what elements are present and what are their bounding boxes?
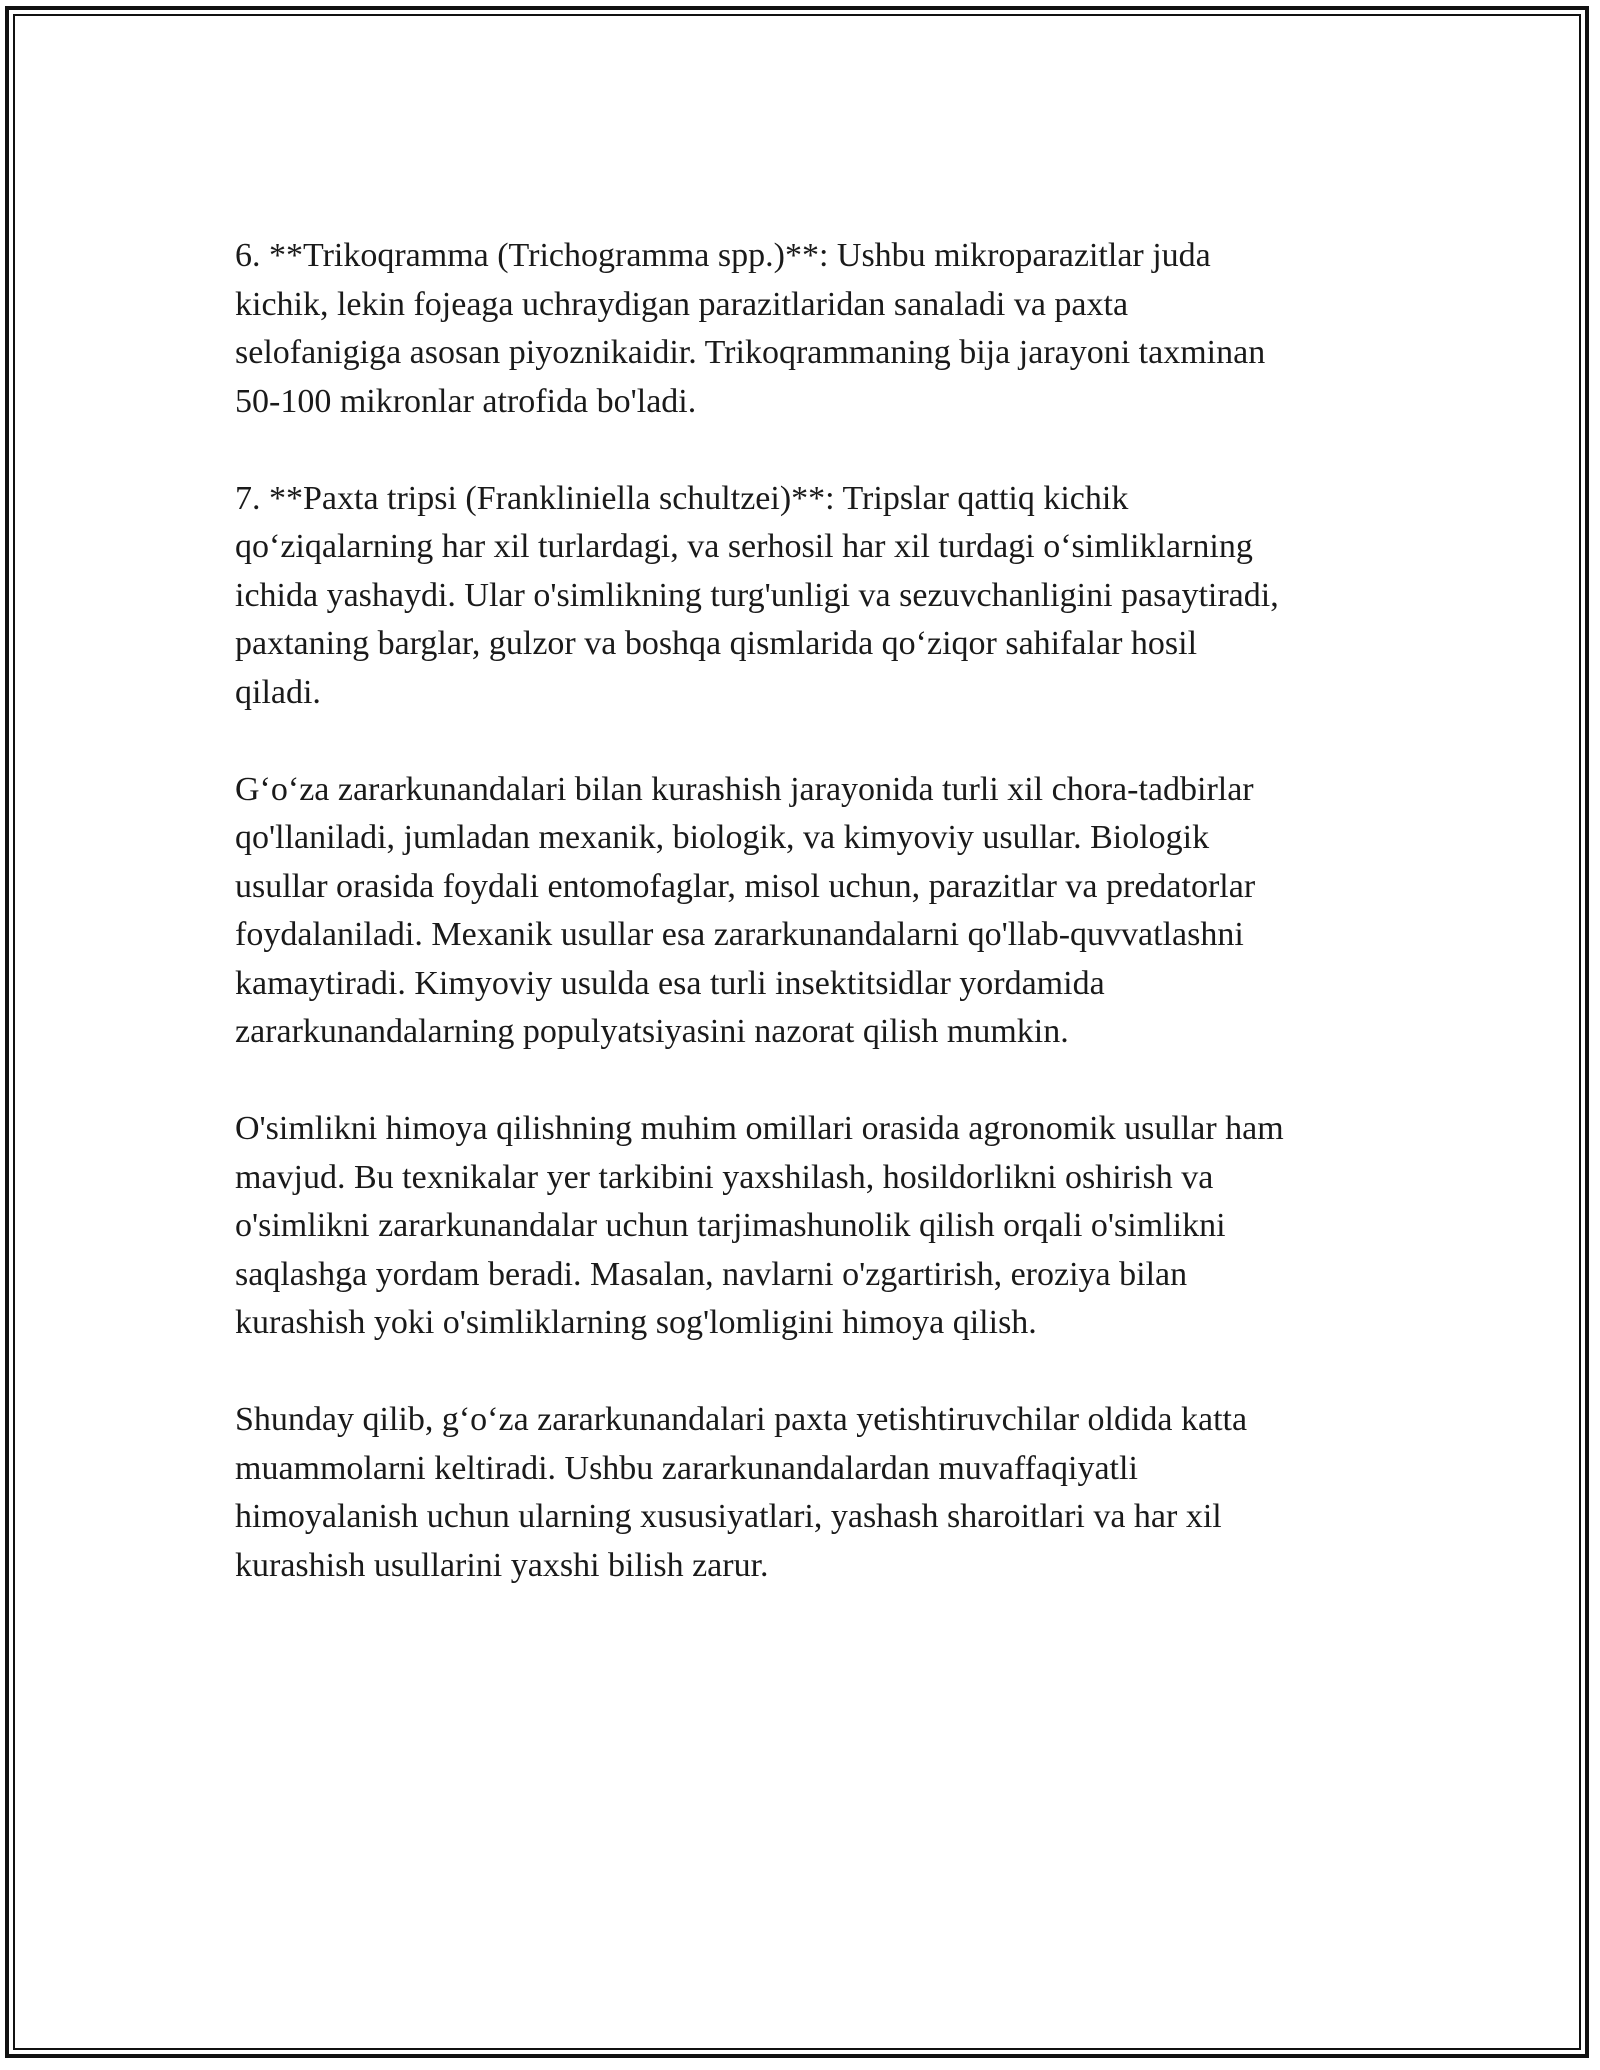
- paragraph-conclusion: Shunday qilib, g‘o‘za zararkunandalari paxta yetishtiruvchilar oldida katta muammolarni keltiradi. Ushbu zararkunandalardan muvaffaqiyatli himoyalanish uchun ularning xususiyatlari, yashash sharoitlari va har xil kurashish usullarini yaxshi bilish zarur.: [235, 1401, 1248, 1584]
- paragraph-cotton-thrips: 7. **Paxta tripsi (Frankliniella schultzei)**: Tripslar qattiq kichik qo‘ziqalarning har xil turlardagi, va serhosil har xil turdagi o‘simliklarning ichida yashaydi. Ular o'simlikning turg'unligi va sezuvchanligini pasaytiradi, paxtaning barglar, gulzor va boshqa qismlarida qo‘ziqor sahifalar hosil qiladi.: [235, 479, 1279, 711]
- document-body: [235, 232, 1375, 1590]
- paragraph-control-methods: G‘o‘za zararkunandalari bilan kurashish jarayonida turli xil chora-tadbirlar qo'llaniladi, jumladan mexanik, biologik, va kimyoviy usullar. Biologik usullar orasida foydali entomofaglar, misol uchun, parazitlar va predatorlar foydalaniladi. Mexanik usullar esa zararkunandalarni qo'llab-quvvatlashni kamaytiradi. Kimyoviy usulda esa turli insektitsidlar yordamida zararkunandalarning populyatsiyasini nazorat qilish mumkin.: [235, 770, 1256, 1050]
- paragraph-agronomic-methods: O'simlikni himoya qilishning muhim omillari orasida agronomik usullar ham mavjud. Bu texnikalar yer tarkibini yaxshilash, hosildorlikni oshirish va o'simlikni zararkunandalar uchun tarjimashunolik qilish orqali o'simlikni saqlashga yordam beradi. Masalan, navlarni o'zgartirish, eroziya bilan kurashish yoki o'simliklarning sog'lomligini himoya qilish.: [235, 1110, 1284, 1341]
- paragraph-trichogramma: 6. **Trikoqramma (Trichogramma spp.)**: Ushbu mikroparazitlar juda kichik, lekin fojeaga uchraydigan parazitlaridan sanaladi va paxta selofanigiga asosan piyoznikaidir. Trikoqrammaning bija jarayoni taxminan 50-100 mikronlar atrofida bo'ladi.: [235, 237, 1266, 420]
